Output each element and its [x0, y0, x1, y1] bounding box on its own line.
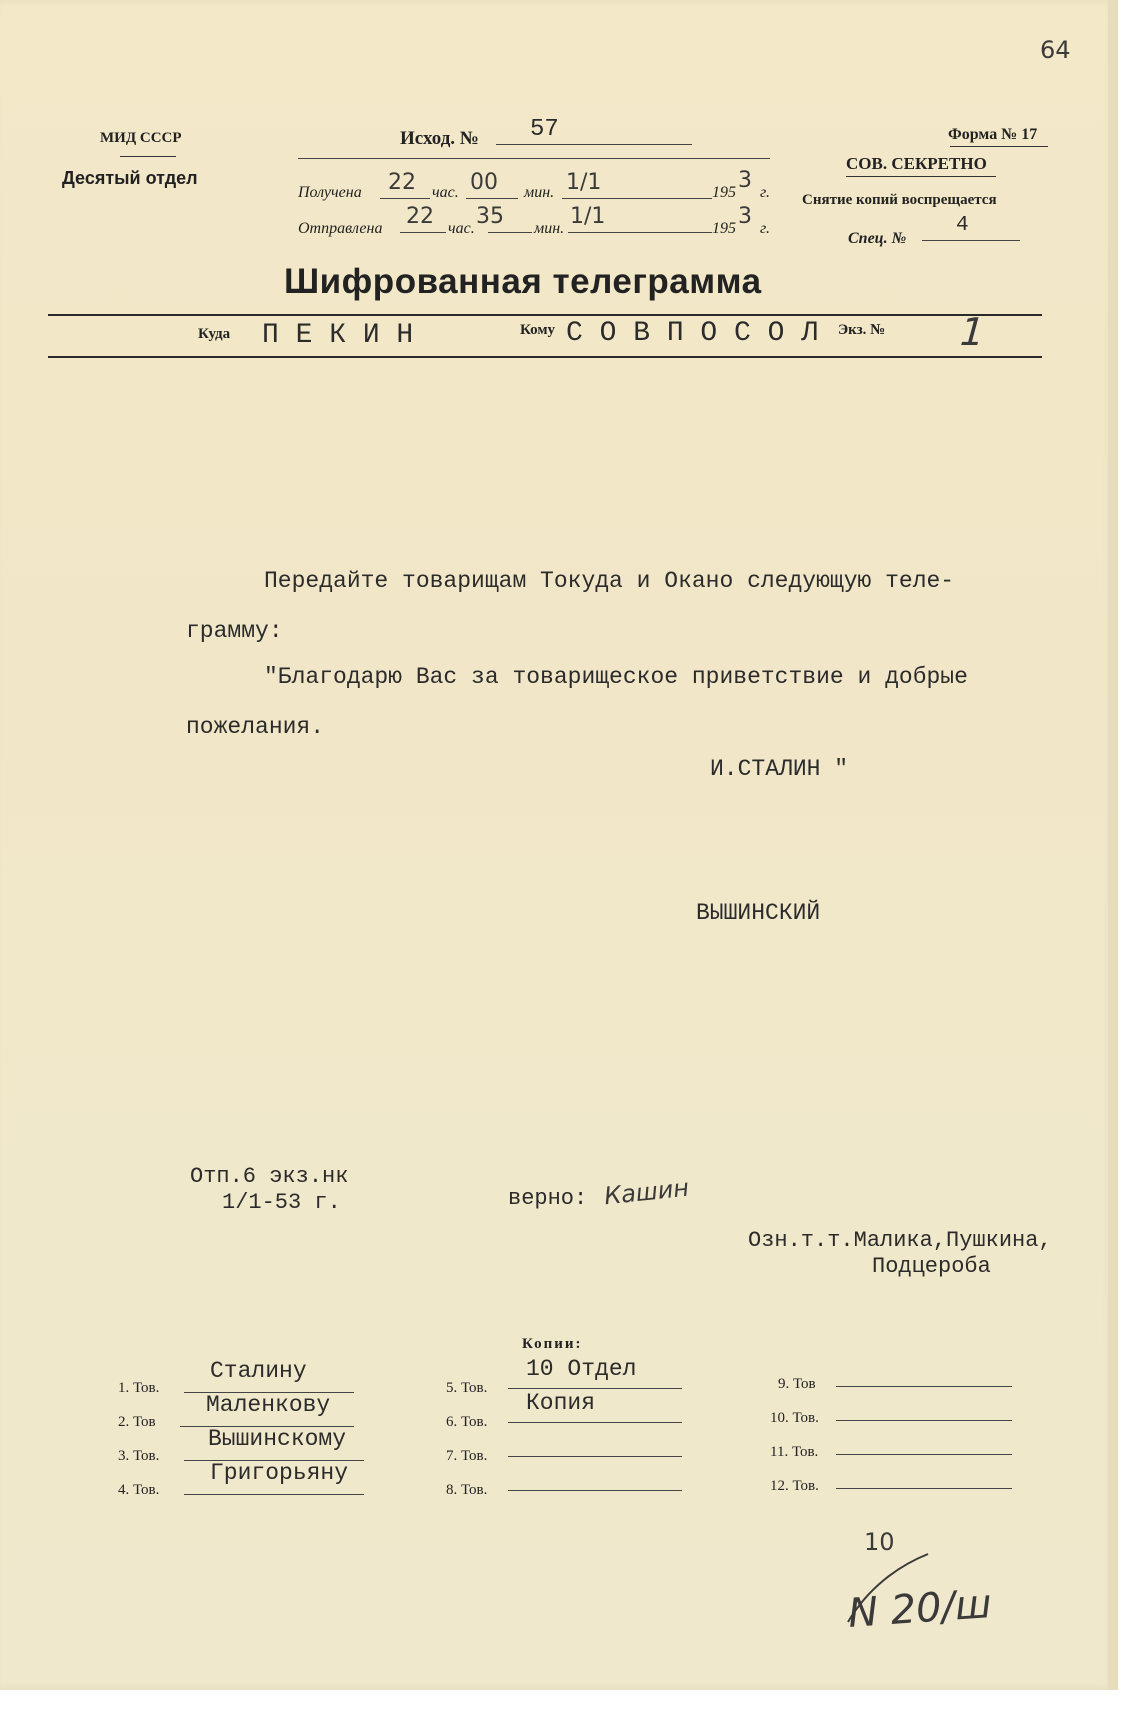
- body-line-2: грамму:: [186, 618, 283, 644]
- copy-item-name: Маленкову: [206, 1392, 331, 1418]
- received-hour-line: [380, 198, 430, 199]
- sent-minute-line: [488, 232, 532, 233]
- department-label: Десятый отдел: [62, 168, 198, 188]
- sent-year-suffix: г.: [760, 220, 771, 237]
- received-year-suffix: г.: [760, 184, 771, 201]
- acquainted-line-1: Озн.т.т.Малика,Пушкина,: [748, 1228, 1052, 1253]
- ministry-underline: [120, 156, 176, 157]
- to-value: С О В П О С О Л: [566, 318, 819, 349]
- printed-date: 1/1-53 г.: [222, 1190, 341, 1215]
- received-date: 1/1: [566, 170, 602, 195]
- sender-name: ВЫШИНСКИЙ: [696, 900, 821, 926]
- copy-item-line: [184, 1494, 364, 1495]
- sent-hour-label: час.: [448, 220, 475, 237]
- copy-item-label: 1. Тов.: [118, 1380, 160, 1396]
- copy-item-line: [508, 1422, 682, 1423]
- received-label: Получена: [298, 184, 362, 201]
- copy-item-label: 2. Тов: [118, 1414, 156, 1430]
- verified-signature: Кашин: [602, 1173, 691, 1211]
- where-value: П Е К И Н: [262, 320, 414, 351]
- copy-item-label: 4. Тов.: [118, 1482, 160, 1498]
- printed-count: Отп.6 экз.нк: [190, 1164, 349, 1189]
- received-minute: 00: [470, 170, 498, 195]
- copy-item-label: 3. Тов.: [118, 1448, 160, 1464]
- received-minute-line: [466, 198, 518, 199]
- outgoing-label: Исход. №: [400, 128, 479, 149]
- sent-minute: 35: [476, 204, 504, 229]
- handwritten-stroke: [838, 1548, 938, 1628]
- body-line-4: пожелания.: [186, 714, 325, 740]
- copy-item-label: 10. Тов.: [770, 1410, 819, 1426]
- copies-title: Копии:: [522, 1336, 583, 1352]
- form-underline: [950, 146, 1048, 147]
- secrecy-label: СОВ. СЕКРЕТНО: [846, 154, 987, 173]
- secrecy-underline: [846, 176, 996, 177]
- copy-item-label: 8. Тов.: [446, 1482, 488, 1498]
- acquainted-line-2: Подцероба: [872, 1254, 991, 1279]
- copy-item-line: [508, 1388, 682, 1389]
- ministry-label: МИД СССР: [100, 130, 182, 146]
- form-label: Форма № 17: [948, 126, 1038, 143]
- sent-year-digit: 3: [738, 204, 752, 229]
- copy-item-name: Копия: [526, 1390, 596, 1416]
- copy-item-line: [508, 1456, 682, 1457]
- copy-label: Экз. №: [838, 322, 886, 338]
- body-line-3: "Благодарю Вас за товарищеское приветствие и добрые: [264, 664, 968, 690]
- sent-year-prefix: 195: [712, 220, 736, 237]
- copy-item-line: [836, 1420, 1012, 1421]
- received-date-line: [562, 198, 712, 199]
- copy-item-label: 12. Тов.: [770, 1478, 819, 1494]
- sent-hour: 22: [406, 204, 434, 229]
- copy-item-name: Сталину: [210, 1358, 307, 1384]
- document-title: Шифрованная телеграмма: [284, 262, 762, 301]
- copy-item-label: 9. Тов: [778, 1376, 816, 1392]
- sent-date: 1/1: [570, 204, 606, 229]
- received-year-digit: 3: [738, 168, 752, 193]
- where-label: Куда: [198, 326, 231, 342]
- spec-number: 4: [956, 214, 969, 237]
- copy-item-line: [836, 1488, 1012, 1489]
- spec-label: Спец. №: [848, 230, 907, 247]
- copy-item-name: 10 Отдел: [526, 1356, 637, 1382]
- handwritten-note-main: N 20/ш: [846, 1581, 994, 1637]
- outgoing-number-line: [496, 144, 692, 145]
- received-minute-label: мин.: [524, 184, 555, 201]
- sent-date-line: [568, 232, 712, 233]
- verified-label: верно:: [508, 1186, 588, 1211]
- copy-item-name: Григорьяну: [210, 1460, 349, 1486]
- sent-hour-line: [400, 232, 446, 233]
- sent-label: Отправлена: [298, 220, 383, 237]
- copy-item-line: [836, 1386, 1012, 1387]
- sent-minute-label: мин.: [534, 220, 565, 237]
- copy-item-label: 5. Тов.: [446, 1380, 488, 1396]
- address-bottom-rule: [48, 356, 1042, 358]
- received-hour: 22: [388, 170, 416, 195]
- outgoing-number: 57: [530, 116, 559, 143]
- address-top-rule: [48, 314, 1042, 316]
- received-year-prefix: 195: [712, 184, 736, 201]
- handwritten-note-top: 10: [864, 1528, 895, 1556]
- archive-number: 64: [1040, 36, 1071, 64]
- body-line-1: Передайте товарищам Токуда и Окано следующую теле-: [264, 568, 955, 594]
- copy-item-label: 6. Тов.: [446, 1414, 488, 1430]
- to-label: Кому: [520, 322, 556, 338]
- received-hour-label: час.: [432, 184, 459, 201]
- header-rule: [298, 158, 770, 159]
- copy-number: 1: [954, 310, 991, 354]
- copy-prohibited-label: Снятие копий воспрещается: [802, 192, 997, 208]
- spec-number-line: [922, 240, 1020, 241]
- copy-item-line: [836, 1454, 1012, 1455]
- copy-item-name: Вышинскому: [208, 1426, 347, 1452]
- copy-item-label: 7. Тов.: [446, 1448, 488, 1464]
- copy-item-line: [508, 1490, 682, 1491]
- copy-item-label: 11. Тов.: [770, 1444, 819, 1460]
- signature: И.СТАЛИН ": [710, 756, 849, 782]
